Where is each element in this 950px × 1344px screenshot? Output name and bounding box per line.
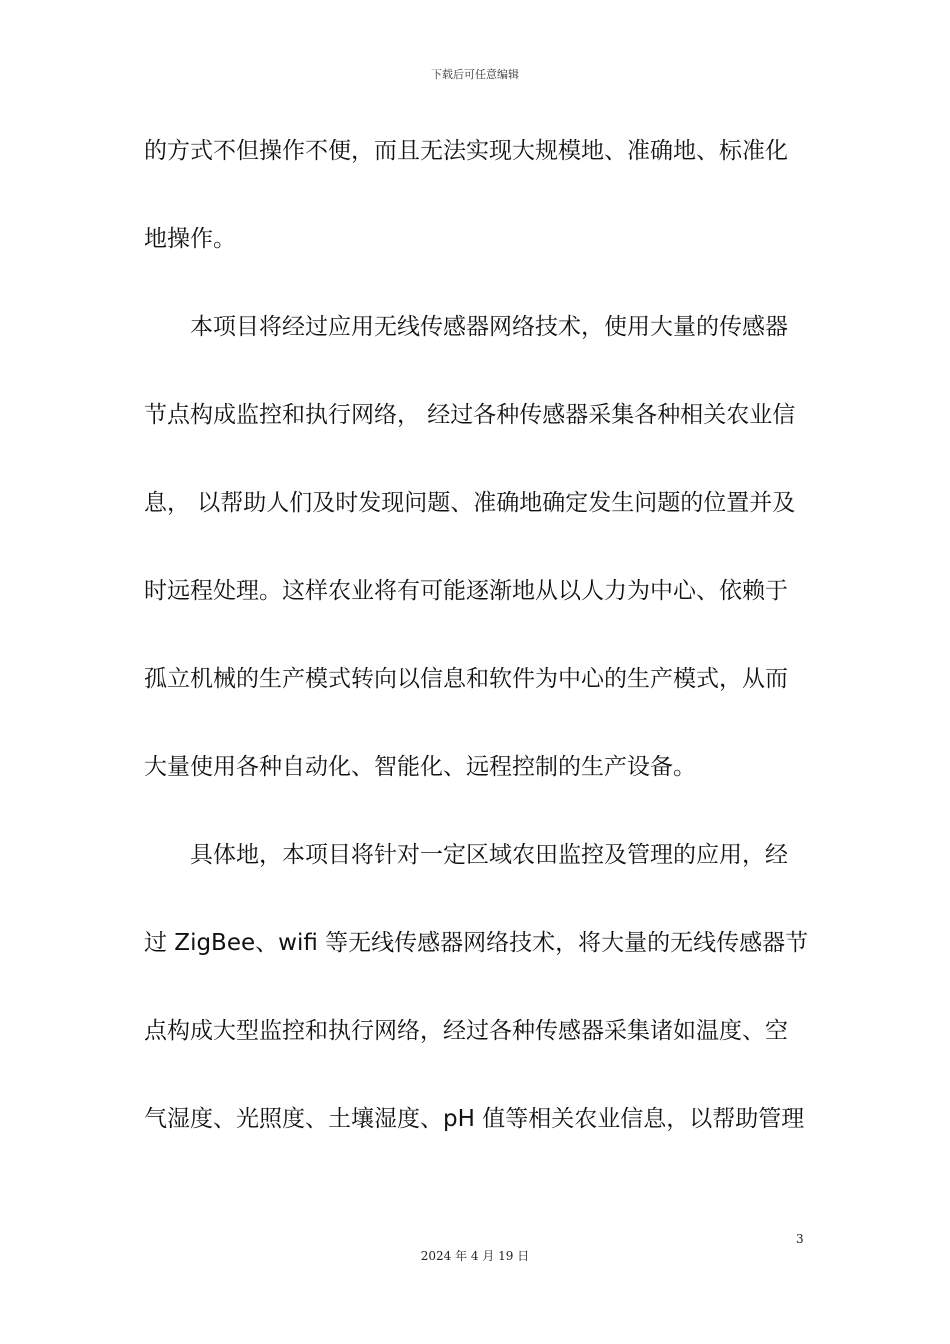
text-line: 时远程处理。这样农业将有可能逐渐地从以人力为中心、依赖于 xyxy=(144,578,788,604)
text-line: 本项目将经过应用无线传感器网络技术，使用大量的传感器 xyxy=(144,314,788,340)
text-line: 息， 以帮助人们及时发现问题、准确地确定发生问题的位置并及 xyxy=(144,490,796,516)
text-line: 孤立机械的生产模式转向以信息和软件为中心的生产模式，从而 xyxy=(144,666,788,692)
text-line: 气湿度、光照度、土壤湿度、pH 值等相关农业信息，以帮助管理 xyxy=(144,1106,805,1132)
text-line: 点构成大型监控和执行网络，经过各种传感器采集诸如温度、空 xyxy=(144,1018,788,1044)
text-line: 的方式不但操作不便，而且无法实现大规模地、准确地、标准化 xyxy=(144,138,788,164)
text-line: 具体地，本项目将针对一定区域农田监控及管理的应用，经 xyxy=(144,842,788,868)
text-line: 节点构成监控和执行网络， 经过各种传感器采集各种相关农业信 xyxy=(144,402,796,428)
page-header: 下载后可任意编辑 xyxy=(431,68,519,81)
text-line: 地操作。 xyxy=(144,226,236,252)
page-number: 3 xyxy=(796,1232,804,1246)
document-body xyxy=(144,128,808,1184)
footer-date: 2024 年 4 月 19 日 xyxy=(420,1249,530,1263)
text-line: 过 ZigBee、wifi 等无线传感器网络技术，将大量的无线传感器节 xyxy=(144,930,809,956)
text-line: 大量使用各种自动化、智能化、远程控制的生产设备。 xyxy=(144,754,696,780)
